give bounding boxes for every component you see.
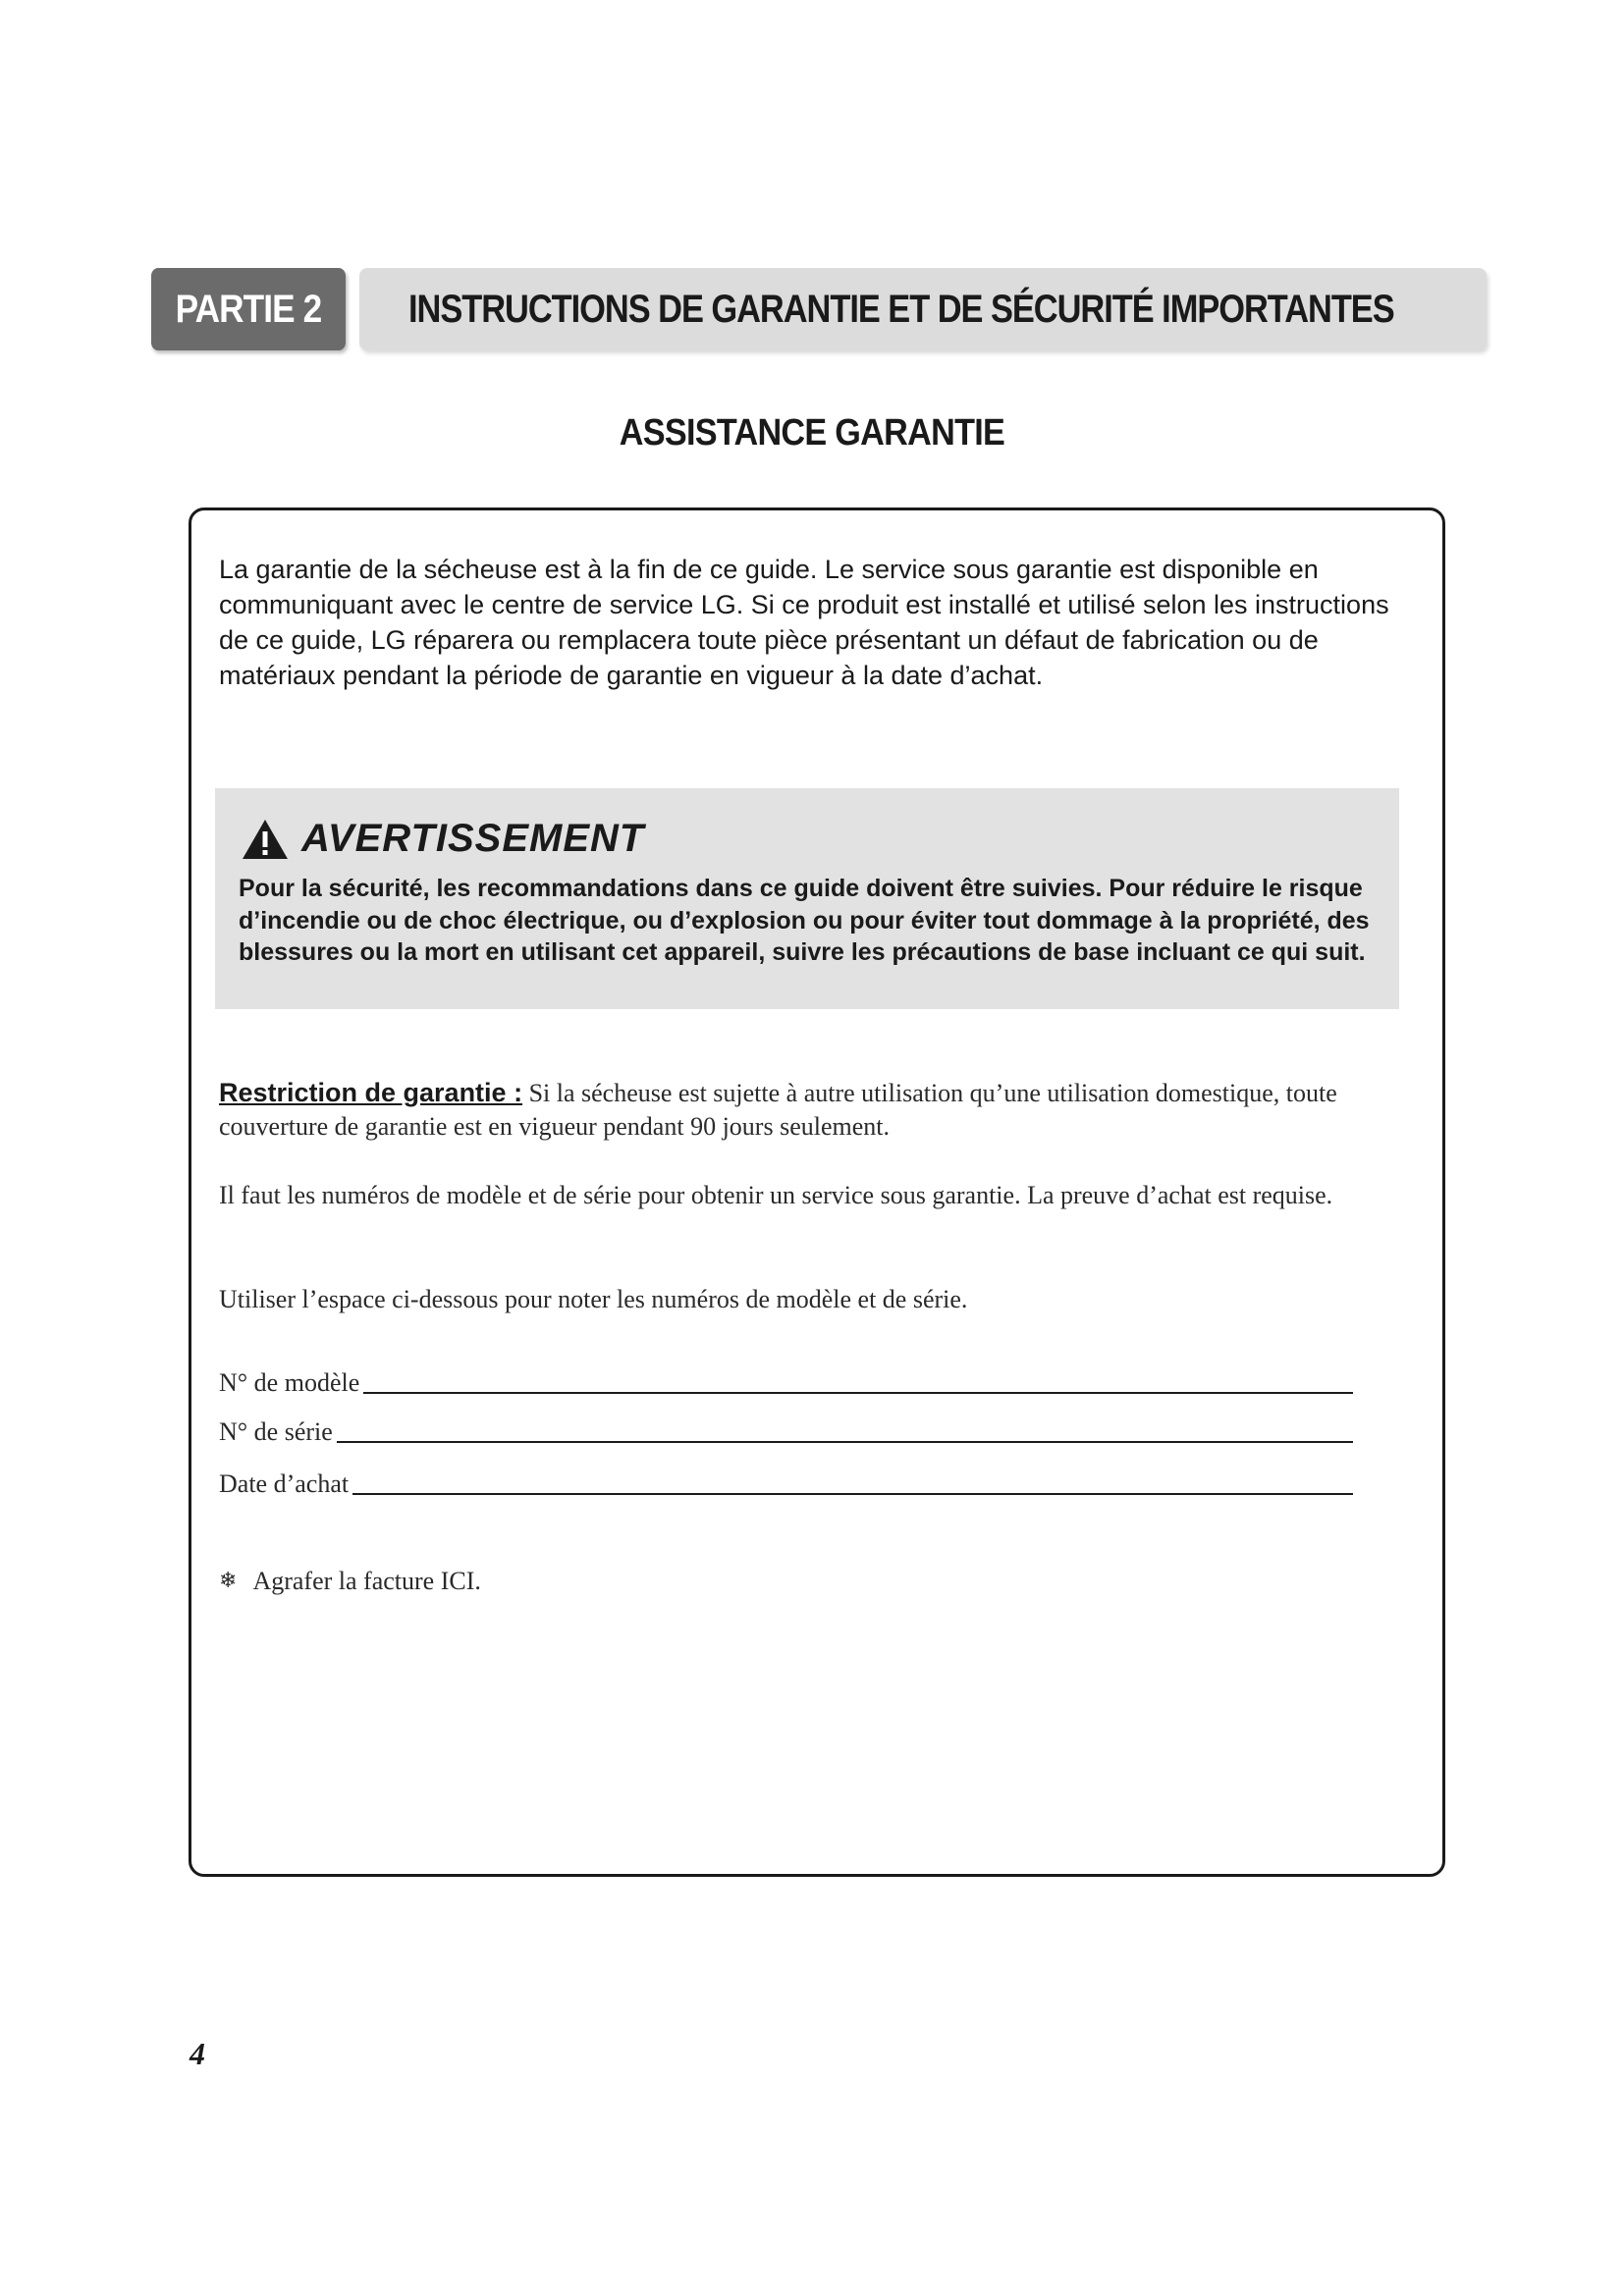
page-number: 4 — [189, 2036, 205, 2071]
part-badge — [151, 268, 346, 350]
staple-note — [219, 1565, 481, 1598]
purchase-date-line — [352, 1493, 1353, 1495]
model-number-label: N° de modèle — [219, 1368, 360, 1397]
warning-heading — [241, 817, 644, 861]
staple-text: Agrafer la facture ICI. — [252, 1567, 481, 1595]
asterisk-icon: ❄ — [219, 1569, 238, 1593]
serial-number-line — [337, 1441, 1353, 1443]
header-bar — [359, 268, 1487, 350]
serial-number-label: N° de série — [219, 1417, 333, 1446]
model-number-field — [219, 1368, 1353, 1398]
model-number-line — [363, 1392, 1353, 1394]
purchase-date-label: Date d’achat — [219, 1469, 350, 1498]
warning-triangle-icon — [241, 818, 290, 861]
restriction-paragraph — [219, 1076, 1407, 1144]
section-title — [0, 412, 1624, 454]
serial-requirement-paragraph: Il faut les numéros de modèle et de série pour obtenir un service sous garantie. La preuve d’achat est requise. — [219, 1181, 1333, 1209]
restriction-text: Si la sécheuse est sujette à autre utilisation qu’une utilisation domestique, toute couverture de garantie est en vigueur pendant 90 jours seulement. — [219, 1079, 1337, 1141]
intro-paragraph: La garantie de la sécheuse est à la fin de ce guide. Le service sous garantie est disponible en communiquant avec le centre de service LG. Si ce produit est installé et utilisé selon les instructions de ce guide, LG réparera ou remplacera toute pièce présentant un défaut de fabrication ou de matériaux pendant la période de garantie en vigueur à la date d’achat. — [219, 555, 1389, 690]
restriction-label: Restriction de garantie : — [219, 1078, 523, 1107]
warning-text: Pour la sécurité, les recommandations dans ce guide doivent être suivies. Pour réduire le risque d’incendie ou de choc électrique, ou d’explosion ou pour éviter tout dommage à la propriété, des blessures ou la mort en utilisant cet appareil, suivre les précautions de base incluant ce qui suit. — [239, 875, 1370, 966]
record-space-paragraph: Utiliser l’espace ci-dessous pour noter les numéros de modèle et de série. — [219, 1285, 968, 1313]
warning-title: AVERTISSEMENT — [301, 817, 645, 860]
part-label: PARTIE 2 — [175, 287, 322, 331]
serial-number-field — [219, 1417, 1353, 1447]
page-header-title: INSTRUCTIONS DE GARANTIE ET DE SÉCURITÉ IMPORTANTES — [408, 287, 1394, 331]
purchase-date-field — [219, 1469, 1353, 1499]
section-title-text: ASSISTANCE GARANTIE — [619, 412, 1005, 454]
